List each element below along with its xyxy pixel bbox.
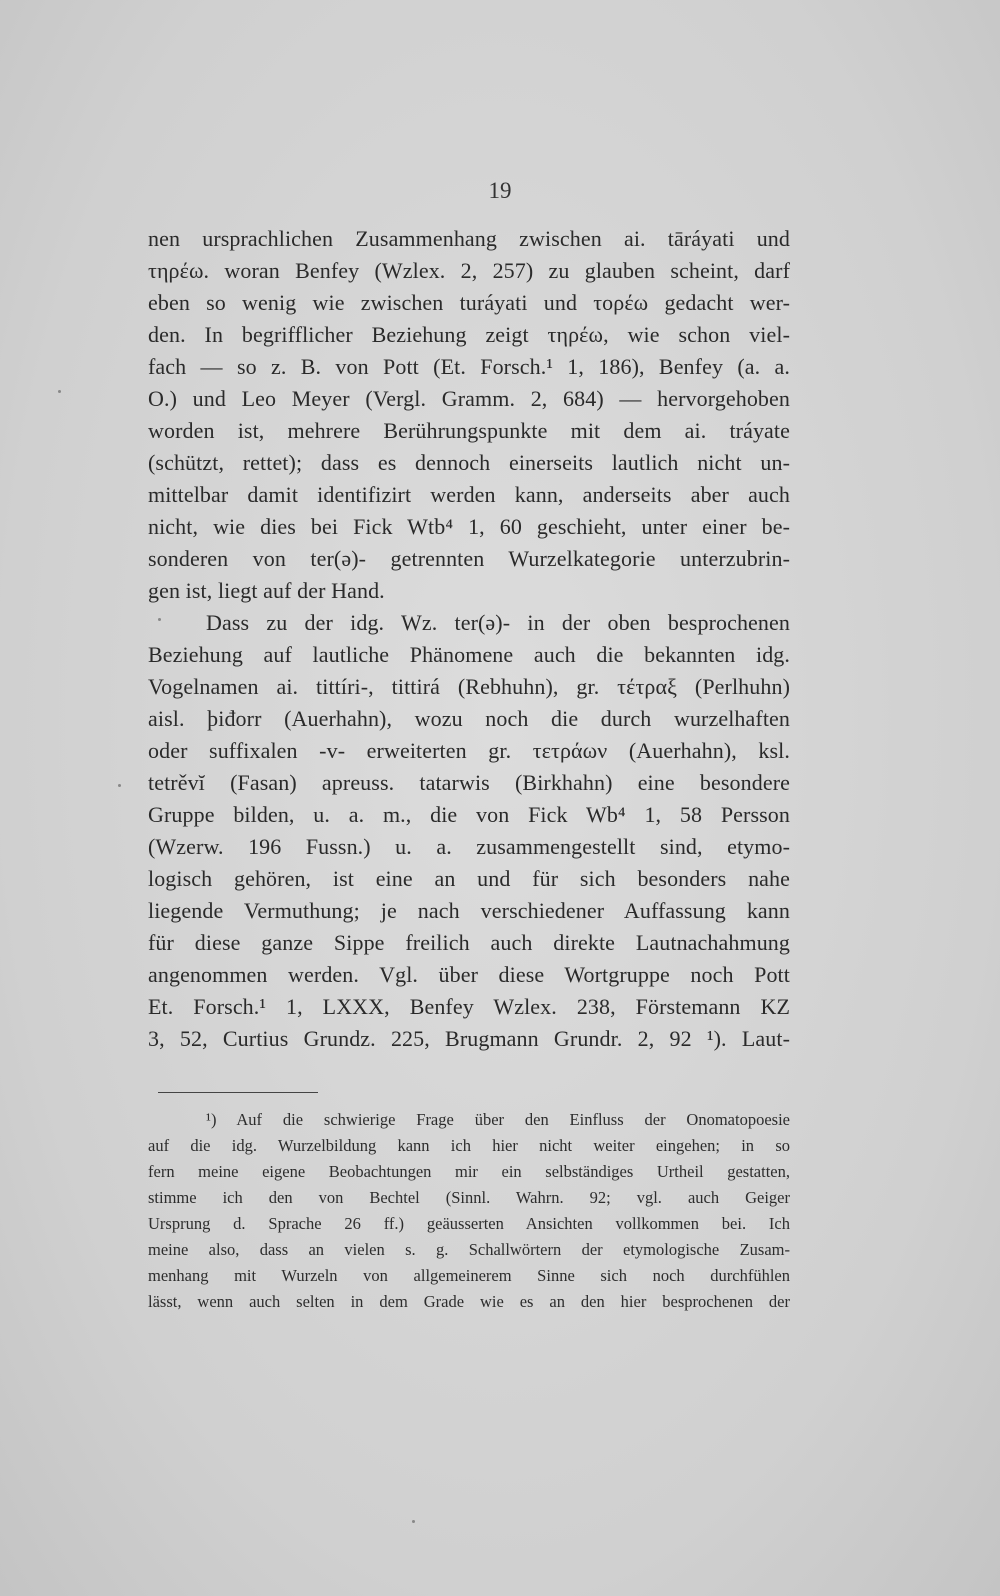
body-line: tetrěvĭ (Fasan) apreuss. tatarwis (Birkhahn) eine besondere [148,770,790,795]
paper-speck [412,1520,415,1523]
paper-speck [58,390,61,393]
body-line: mittelbar damit identifizirt werden kann, anderseits aber auch [148,482,790,507]
footnote-line: fern meine eigene Beobachtungen mir ein selbständiges Urtheil gestatten, [148,1162,790,1181]
body-line: gen ist, liegt auf der Hand. [148,578,385,603]
body-line: Dass zu der idg. Wz. ter(ə)- in der oben besprochenen [206,610,790,635]
body-line: Vogelnamen ai. tittíri-, tittirá (Rebhuhn), gr. τέτραξ (Perlhuhn) [148,674,790,699]
footnote-line: lässt, wenn auch selten in dem Grade wie es an den hier besprochenen der [148,1292,790,1311]
body-line: (Wzerw. 196 Fussn.) u. a. zusammengestellt sind, etymo- [148,834,790,859]
body-line: sonderen von ter(ə)- getrennten Wurzelkategorie unterzubrin- [148,546,790,571]
body-line: eben so wenig wie zwischen turáyati und τορέω gedacht wer- [148,290,790,315]
body-line: τηρέω. woran Benfey (Wzlex. 2, 257) zu glauben scheint, darf [148,258,790,283]
footnote-line: menhang mit Wurzeln von allgemeinerem Sinne sich noch durchfühlen [148,1266,790,1285]
footnote-line: Ursprung d. Sprache 26 ff.) geäusserten Ansichten vollkommen bei. Ich [148,1214,790,1233]
body-line: oder suffixalen -v- erweiterten gr. τετράων (Auerhahn), ksl. [148,738,790,763]
body-line: Et. Forsch.¹ 1, LXXX, Benfey Wzlex. 238, Förstemann KZ [148,994,790,1019]
body-line: 3, 52, Curtius Grundz. 225, Brugmann Grundr. 2, 92 ¹). Laut- [148,1026,790,1051]
page-number: 19 [488,178,512,203]
footnote-line: meine also, dass an vielen s. g. Schallwörtern der etymologische Zusam- [148,1240,790,1259]
body-line: worden ist, mehrere Berührungspunkte mit dem ai. tráyate [148,418,790,443]
footnote-rule [158,1092,318,1093]
footnote-line: auf die idg. Wurzelbildung kann ich hier nicht weiter eingehen; in so [148,1136,790,1155]
body-line: liegende Vermuthung; je nach verschiedener Auffassung kann [148,898,790,923]
body-line: Gruppe bilden, u. a. m., die von Fick Wb⁴ 1, 58 Persson [148,802,790,827]
body-line: O.) und Leo Meyer (Vergl. Gramm. 2, 684) — hervorgehoben [148,386,790,411]
body-line: nicht, wie dies bei Fick Wtb⁴ 1, 60 geschieht, unter einer be- [148,514,790,539]
body-line: für diese ganze Sippe freilich auch direkte Lautnachahmung [148,930,790,955]
body-line: aisl. þiđorr (Auerhahn), wozu noch die durch wurzelhaften [148,706,790,731]
body-line: nen ursprachlichen Zusammenhang zwischen ai. tāráyati und [148,226,790,251]
paper-speck [158,618,161,621]
paper-speck [118,784,121,787]
body-line: (schützt, rettet); dass es dennoch einerseits lautlich nicht un- [148,450,790,475]
body-line: fach — so z. B. von Pott (Et. Forsch.¹ 1, 186), Benfey (a. a. [148,354,790,379]
body-line: angenommen werden. Vgl. über diese Wortgruppe noch Pott [148,962,790,987]
body-line: den. In begrifflicher Beziehung zeigt τηρέω, wie schon viel- [148,322,790,347]
footnote-line: stimme ich den von Bechtel (Sinnl. Wahrn. 92; vgl. auch Geiger [148,1188,790,1207]
body-line: logisch gehören, ist eine an und für sich besonders nahe [148,866,790,891]
body-line: Beziehung auf lautliche Phänomene auch die bekannten idg. [148,642,790,667]
footnote-line: ¹) Auf die schwierige Frage über den Einfluss der Onomatopoesie [206,1110,790,1129]
